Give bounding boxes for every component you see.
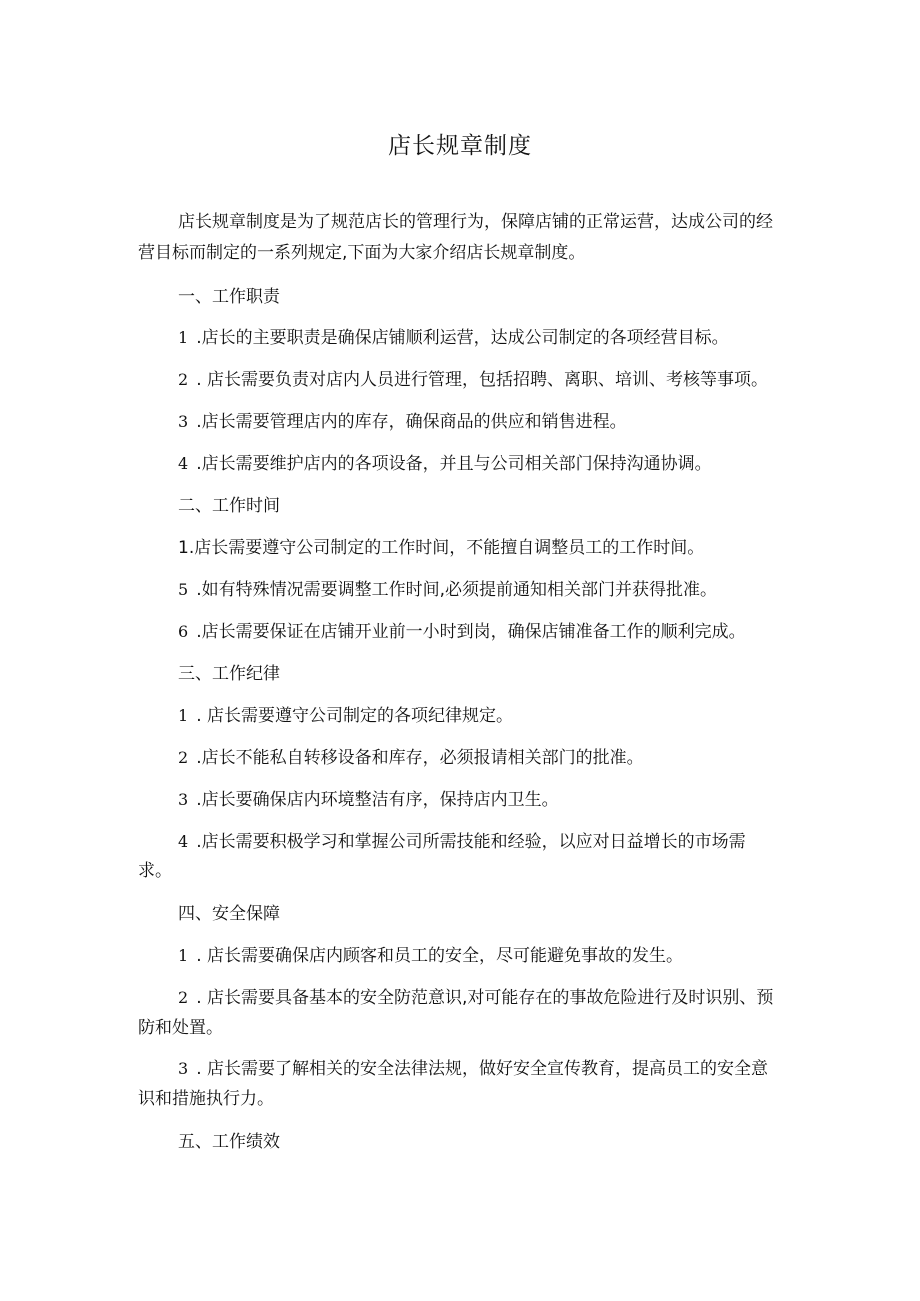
section-heading: 一、工作职责 (178, 287, 280, 307)
item-text: .店长需要遵守公司制定的工作时间，不能擅自调整员工的工作时间。 (188, 538, 705, 558)
list-item (178, 829, 746, 855)
intro-line: 营目标而制定的一系列规定,下面为大家介绍店长规章制度。 (138, 243, 586, 263)
section-heading: 二、工作时间 (178, 496, 280, 516)
item-number: 5 (178, 580, 189, 599)
item-text: .店长需要管理店内的库存，确保商品的供应和销售进程。 (196, 412, 627, 432)
item-number: 3 (178, 412, 189, 431)
item-text: . 店长需要遵守公司制定的各项纪律规定。 (196, 706, 513, 726)
item-number: 1 (178, 946, 189, 965)
list-item (178, 451, 712, 477)
list-item (178, 577, 717, 603)
section-heading: 五、工作绩效 (178, 1132, 280, 1152)
item-number: 1 (178, 706, 189, 725)
item-text: .店长需要积极学习和掌握公司所需技能和经验，以应对日益增长的市场需 (196, 832, 746, 852)
item-number: 3 (178, 1059, 189, 1078)
list-item (178, 367, 768, 393)
page-title: 店长规章制度 (388, 133, 532, 159)
list-item (178, 703, 513, 729)
item-text: . 店长需要确保店内顾客和员工的安全，尽可能避免事故的发生。 (196, 946, 683, 966)
item-number: 2 (178, 748, 189, 767)
item-number: 3 (178, 790, 189, 809)
item-number: 4 (178, 832, 189, 851)
list-item-continuation: 识和措施执行力。 (138, 1089, 274, 1109)
list-item (178, 409, 627, 435)
list-item (178, 1056, 768, 1082)
list-item-continuation: 防和处置。 (138, 1018, 223, 1038)
list-item (178, 745, 644, 771)
item-number: 2 (178, 370, 189, 389)
intro-line: 店长规章制度是为了规范店长的管理行为，保障店铺的正常运营，达成公司的经 (178, 212, 773, 232)
section-heading: 四、安全保障 (178, 904, 280, 924)
item-number: 1 (178, 328, 189, 347)
item-text: .如有特殊情况需要调整工作时间,必须提前通知相关部门并获得批准。 (196, 580, 717, 600)
item-text: .店长的主要职责是确保店铺顺利运营，达成公司制定的各项经营目标。 (196, 328, 729, 348)
item-text: .店长需要维护店内的各项设备，并且与公司相关部门保持沟通协调。 (196, 454, 712, 474)
item-number: 4 (178, 454, 189, 473)
item-text: . 店长需要负责对店内人员进行管理，包括招聘、离职、培训、考核等事项。 (196, 370, 768, 390)
item-text: .店长需要保证在店铺开业前一小时到岗，确保店铺准备工作的顺利完成。 (196, 622, 746, 642)
item-number: 2 (178, 988, 189, 1007)
list-item (178, 985, 773, 1011)
list-item (178, 535, 704, 561)
list-item (178, 619, 746, 645)
list-item (178, 943, 683, 969)
list-item-continuation: 求。 (138, 861, 172, 881)
section-heading: 三、工作纪律 (178, 664, 280, 684)
item-text: . 店长需要具备基本的安全防范意识,对可能存在的事故危险进行及时识别、预 (196, 988, 774, 1008)
item-text: .店长不能私自转移设备和库存，必须报请相关部门的批准。 (196, 748, 644, 768)
list-item (178, 325, 729, 351)
item-number: 1 (178, 538, 189, 558)
item-text: . 店长需要了解相关的安全法律法规，做好安全宣传教育，提高员工的安全意 (196, 1059, 768, 1079)
item-number: 6 (178, 622, 189, 641)
list-item (178, 787, 559, 813)
item-text: .店长要确保店内环境整洁有序，保持店内卫生。 (196, 790, 559, 810)
